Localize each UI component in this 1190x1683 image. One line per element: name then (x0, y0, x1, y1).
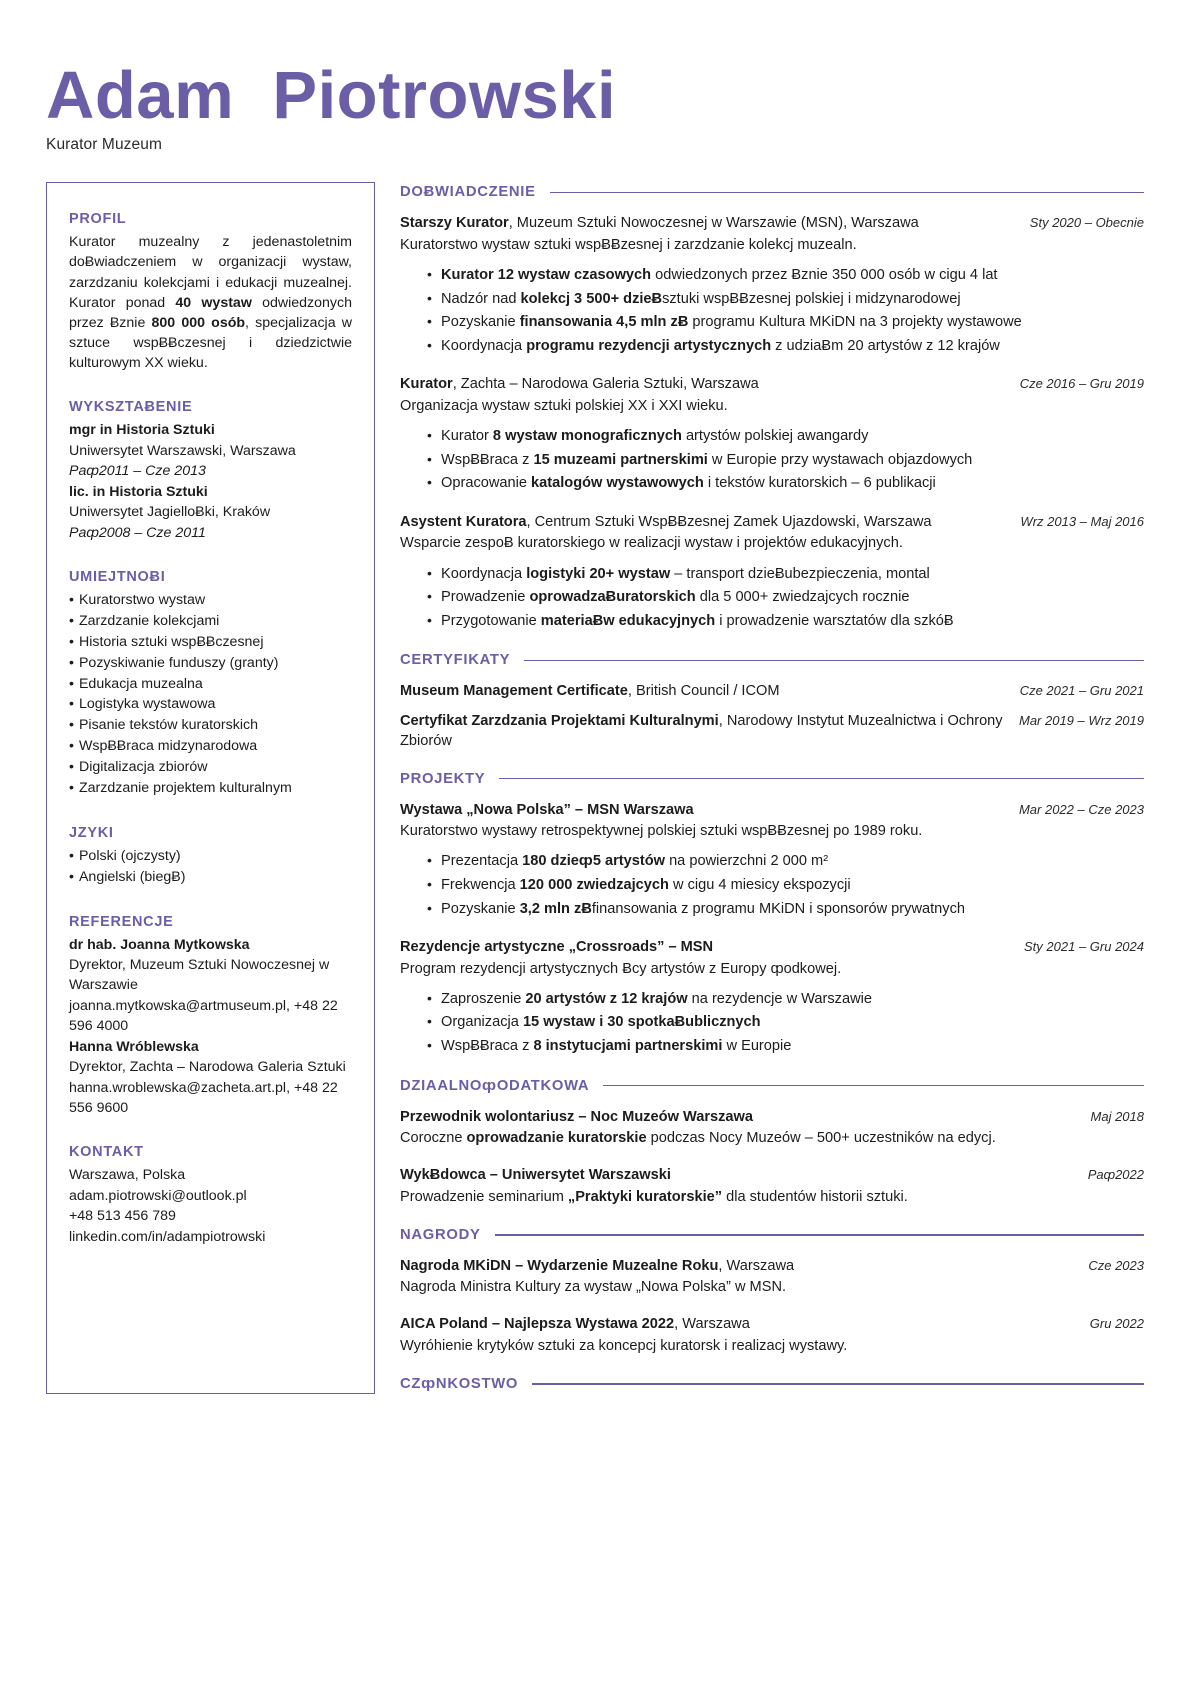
contact-location: Warszawa, Polska (69, 1167, 186, 1184)
activity-entry (400, 1107, 1144, 1150)
section-title-projects: PROJEKTY (400, 770, 486, 787)
bullet-pre: Prowadzenie (441, 589, 530, 606)
resume-body (0, 182, 1190, 1411)
reference-name: Hanna Wróblewska (69, 1038, 199, 1055)
bullet-bold: 15 muzeami partnerskimi (533, 451, 708, 468)
education-degree: lic. in Historia Sztuki (69, 483, 208, 500)
bullet-pre: Przygotowanie (441, 612, 541, 629)
list-item (427, 1011, 1144, 1035)
certificate-name: Certyfikat Zarzdzania Projektami Kulturalnymi (400, 712, 719, 729)
section-title-awards: NAGRODY (400, 1226, 481, 1243)
reference-item (69, 935, 352, 1037)
entry-header (400, 213, 1144, 233)
entry-title (400, 800, 1007, 820)
reference-position: Dyrektor, Zachta – Narodowa Galeria Sztuki (69, 1059, 346, 1076)
section-awards (400, 1227, 1144, 1357)
list-item: • Pozyskiwanie funduszy (granty) (69, 653, 352, 674)
entry-header (400, 1165, 1144, 1185)
entry-header (400, 512, 1144, 532)
bullet-post: programu Kultura MKiDN na 3 projekty wystawowe (688, 314, 1022, 331)
section-divider (495, 1234, 1144, 1235)
entry-summary: Wsparcie zespoɃ kuratorskiego w realizacji wystaw i projektów edukacyjnych. (400, 535, 903, 552)
list-item: • Zarzdzanie kolekcjami (69, 611, 352, 632)
section-header (400, 184, 1144, 200)
entry-title (400, 681, 1008, 701)
sidebar-section-contact (69, 1144, 352, 1247)
award-title: AICA Poland – Najlepsza Wystawa 2022 (400, 1316, 675, 1333)
project-entry (400, 800, 1144, 922)
entry-title (400, 711, 1007, 752)
section-header (400, 1078, 1144, 1094)
entry-header (400, 1107, 1144, 1127)
list-item (427, 311, 1144, 335)
sidebar-heading-references: REFERENCJE (69, 913, 174, 930)
bullet-pre: Prezentacja (441, 853, 523, 870)
experience-entry (400, 213, 1144, 358)
bullet-bold: finansowania 4,5 mln zɃ (519, 314, 689, 331)
sidebar-heading-profile: PROFIL (69, 211, 127, 228)
candidate-name: Adam Piotrowski (46, 58, 617, 133)
list-item: • WspɃɃraca midzynarodowa (69, 736, 352, 757)
section-activity (400, 1078, 1144, 1208)
list-item (427, 610, 1144, 634)
sidebar-section-education (69, 399, 352, 543)
entry-date: Cze 2023 (1088, 1257, 1144, 1273)
list-item (427, 586, 1144, 610)
list-item: • Kuratorstwo wystaw (69, 590, 352, 611)
skills-list (69, 590, 352, 799)
certificate-name: Museum Management Certificate (400, 683, 628, 700)
activity-title: WykɃdowca – Uniwersytet Warszawski (400, 1167, 671, 1184)
summary-post: dla studentów historii sztuki. (722, 1188, 908, 1205)
list-item: • Logistyka wystawowa (69, 694, 352, 715)
section-divider (550, 192, 1144, 193)
section-divider (532, 1383, 1144, 1384)
entry-summary (400, 1187, 1144, 1208)
bullet-post: w Europie przy wystawach objazdowych (707, 451, 973, 468)
entry-title (400, 1314, 1078, 1334)
contact-phone: +48 513 456 789 (69, 1208, 176, 1225)
profile-text-2: odwiedzonych przez Ƀznie (69, 294, 352, 331)
entry-bullets (400, 264, 1144, 359)
entry-header (400, 937, 1144, 957)
sidebar-section-profile (69, 211, 352, 373)
entry-bullets (400, 988, 1144, 1059)
award-description: Nagroda Ministra Kultury za wystaw „Nowa Polska” w MSN. (400, 1279, 787, 1296)
bullet-post: – transport dzieɃubezpieczenia, montal (670, 565, 930, 582)
section-header (400, 1376, 1144, 1392)
section-header (400, 652, 1144, 668)
profile-text-1: Kurator muzealny z jedenastoletnim doɃwiadczeniem w organizacji wystaw, zarzdzaniu kolekcjami i edukacji muzealnej. Kurator ponad (69, 234, 352, 311)
section-divider (499, 778, 1144, 779)
languages-list (69, 846, 352, 888)
entry-company: , Zachta – Narodowa Galeria Sztuki, Warszawa (452, 376, 759, 393)
list-item: • Polski (ojczysty) (69, 846, 352, 867)
section-header (400, 771, 1144, 787)
entry-date: Mar 2019 – Wrz 2019 (1018, 712, 1144, 728)
bullet-post: finansowania z programu MKiDN i sponsorów prywatnych (591, 900, 965, 917)
bullet-post: odwiedzonych przez Ƀznie 350 000 osób w cigu 4 lat (651, 266, 998, 283)
entry-summary (400, 1128, 1144, 1149)
contact-email[interactable]: adam.piotrowski@outlook.pl (69, 1187, 247, 1204)
list-item (427, 288, 1144, 312)
list-item: • Pisanie tekstów kuratorskich (69, 715, 352, 736)
reference-contact: hanna.wroblewska@zacheta.art.pl, +48 22 556 9600 (69, 1079, 338, 1117)
section-experience (400, 184, 1144, 633)
list-item: • Edukacja muzealna (69, 674, 352, 695)
experience-entry (400, 512, 1144, 634)
sidebar-heading-skills: UMIEJTNOɃI (69, 569, 166, 586)
entry-title (400, 374, 1008, 394)
summary-pre: Coroczne (400, 1130, 467, 1147)
summary-pre: Prowadzenie seminarium (400, 1188, 568, 1205)
bullet-post: dla 5 000+ zwiedzajcych rocznie (695, 589, 910, 606)
entry-date: Mar 2022 – Cze 2023 (1018, 801, 1144, 817)
certificate-entry (400, 681, 1144, 701)
sidebar-section-skills (69, 569, 352, 799)
bullet-pre: Pozyskanie (441, 314, 520, 331)
project-entry (400, 937, 1144, 1059)
sidebar-section-references (69, 914, 352, 1119)
entry-role: Starszy Kurator (400, 215, 509, 232)
bullet-pre: Zaproszenie (441, 990, 526, 1007)
summary-bold: oprowadzanie kuratorskie (466, 1130, 647, 1147)
entry-title (400, 1107, 1079, 1127)
list-item: • Digitalizacja zbiorów (69, 757, 352, 778)
summary-bold: „Praktyki kuratorskie” (567, 1188, 723, 1205)
education-dates: Paȹ2011 – Cze 2013 (69, 463, 206, 480)
sidebar-heading-languages: JZYKI (69, 824, 114, 841)
entry-header (400, 1314, 1144, 1334)
entry-bullets (400, 425, 1144, 496)
bullet-post: na rezydencje w Warszawie (687, 990, 872, 1007)
entry-header (400, 800, 1144, 820)
entry-date: Cze 2016 – Gru 2019 (1019, 376, 1144, 392)
bullet-bold: 15 wystaw i 30 spotkaɃublicznych (522, 1014, 761, 1031)
list-item: • Angielski (biegɃ) (69, 867, 352, 888)
bullet-post: z udziaɃm 20 artystów z 12 krajów (771, 337, 1000, 354)
award-entry (400, 1314, 1144, 1357)
education-item (69, 482, 352, 543)
list-item (427, 335, 1144, 359)
summary-post: podczas Nocy Muzeów – 500+ uczestników na edycj. (646, 1130, 996, 1147)
bullet-bold: katalogów wystawowych (531, 475, 704, 492)
project-title: Rezydencje artystyczne „Crossroads” – MSN (400, 939, 714, 956)
section-divider (524, 660, 1144, 661)
list-item (427, 264, 1144, 288)
bullet-pre: Nadzór nad (441, 290, 521, 307)
education-school: Uniwersytet Warszawski, Warszawa (69, 442, 296, 459)
bullet-pre: Kurator (441, 428, 493, 445)
sidebar-heading-contact: KONTAKT (69, 1144, 144, 1161)
bullet-pre: Organizacja (441, 1014, 523, 1031)
section-projects (400, 771, 1144, 1059)
section-divider (603, 1085, 1144, 1086)
bullet-bold: 8 wystaw monograficznych (492, 428, 682, 445)
entry-summary: Kuratorstwo wystaw sztuki wspɃɃzesnej i zarzdzanie kolekcj muzealn. (400, 236, 857, 253)
education-degree: mgr in Historia Sztuki (69, 422, 215, 439)
activity-entry (400, 1165, 1144, 1208)
activity-title: Przewodnik wolontariusz – Noc Muzeów Warszawa (400, 1108, 754, 1125)
bullet-pre: Koordynacja (441, 565, 527, 582)
entry-title (400, 1256, 1076, 1276)
sidebar (46, 182, 375, 1394)
award-description: Wyróhienie krytyków sztuki za koncepcj kuratorsk i realizacj wystawy. (400, 1337, 848, 1354)
bullet-bold: Kurator 12 wystaw czasowych (441, 266, 652, 283)
award-org: , Warszawa (674, 1316, 750, 1333)
bullet-bold: 120 000 zwiedzajcych (519, 876, 669, 893)
bullet-pre: Opracowanie (441, 475, 532, 492)
entry-company: , Muzeum Sztuki Nowoczesnej w Warszawie (MSN), Warszawa (508, 215, 919, 232)
bullet-bold: kolekcj 3 500+ dzieɃ (520, 290, 663, 307)
entry-title (400, 213, 1018, 233)
certificate-issuer: , Narodowy Instytut Muzealnictwa i Ochrony Zbiorów (400, 712, 1003, 750)
award-title: Nagroda MKiDN – Wydarzenie Muzealne Roku (400, 1257, 719, 1274)
entry-header (400, 374, 1144, 394)
list-item (427, 898, 1144, 922)
reference-position: Dyrektor, Muzeum Sztuki Nowoczesnej w Warszawie (69, 956, 330, 994)
bullet-pre: Frekwencja (441, 876, 520, 893)
bullet-post: w cigu 4 miesicy ekspozycji (668, 876, 851, 893)
award-entry (400, 1256, 1144, 1299)
bullet-bold: programu rezydencji artystycznych (526, 337, 772, 354)
bullet-post: i prowadzenie warsztatów dla szkóɃ (715, 612, 954, 629)
list-item: • Zarzdzanie projektem kulturalnym (69, 778, 352, 799)
education-dates: Paȹ2008 – Cze 2011 (69, 524, 206, 541)
education-school: Uniwersytet JagielloɃki, Kraków (69, 504, 271, 521)
bullet-pre: Koordynacja (441, 337, 527, 354)
bullet-pre: Pozyskanie (441, 900, 520, 917)
list-item (427, 449, 1144, 473)
bullet-pre: WspɃɃraca z (441, 451, 534, 468)
project-title: Wystawa „Nowa Polska” – MSN Warszawa (400, 801, 694, 818)
entry-date: Sty 2020 – Obecnie (1029, 215, 1144, 231)
entry-date: Gru 2022 (1089, 1316, 1144, 1332)
bullet-pre: WspɃɃraca z (441, 1038, 534, 1055)
award-org: , Warszawa (718, 1257, 795, 1274)
bullet-post: sztuki wspɃɃzesnej polskiej i midzynarodowej (662, 290, 961, 307)
bullet-post: w Europie (722, 1038, 792, 1055)
bullet-bold: 8 instytucjami partnerskimi (533, 1038, 723, 1055)
entry-role: Kurator (400, 376, 453, 393)
entry-title (400, 1165, 1076, 1185)
contact-linkedin[interactable]: linkedin.com/in/adampiotrowski (69, 1228, 266, 1245)
list-item (427, 988, 1144, 1012)
bullet-bold: 20 artystów z 12 krajów (525, 990, 688, 1007)
section-title-membership: CZȹNKOSTWO (400, 1376, 519, 1393)
bullet-bold: 3,2 mln zɃ (519, 900, 592, 917)
entry-company: , Centrum Sztuki WspɃɃzesnej Zamek Ujazdowski, Warszawa (526, 513, 932, 530)
bullet-post: artystów polskiej awangardy (681, 428, 869, 445)
section-title-activity: DZIAALNOȹODATKOWA (400, 1077, 590, 1094)
entry-role: Asystent Kuratora (400, 513, 527, 530)
profile-text (69, 232, 352, 373)
bullet-post: na powierzchni 2 000 m² (665, 853, 829, 870)
profile-bold-2: 800 000 osób (151, 314, 246, 331)
reference-item (69, 1037, 352, 1119)
entry-header (400, 1256, 1144, 1276)
list-item (427, 425, 1144, 449)
reference-name: dr hab. Joanna Mytkowska (69, 936, 250, 953)
profile-bold-1: 40 wystaw (175, 294, 252, 311)
profile-text-3: , specjalizacja w sztuce wspɃɃczesnej i dziedzictwie kulturowym XX wieku. (69, 314, 352, 372)
entry-title (400, 512, 1008, 532)
experience-entry (400, 374, 1144, 496)
list-item (427, 563, 1144, 587)
certificate-issuer: , British Council / ICOM (627, 683, 780, 700)
sidebar-section-languages (69, 825, 352, 888)
entry-header (400, 681, 1144, 701)
entry-date: Wrz 2013 – Maj 2016 (1020, 513, 1144, 529)
certificate-entry (400, 711, 1144, 752)
sidebar-heading-education: WYKSZTAɃENIE (69, 399, 193, 416)
list-item (427, 1035, 1144, 1059)
candidate-role: Kurator Muzeum (46, 136, 162, 154)
entry-summary: Program rezydencji artystycznych Ƀcy artystów z Europy ȹodkowej. (400, 960, 842, 977)
section-title-experience: DOɃWIADCZENIE (400, 184, 536, 201)
entry-summary: Organizacja wystaw sztuki polskiej XX i XXI wieku. (400, 397, 728, 414)
bullet-bold: oprowadzaɃuratorskich (529, 589, 696, 606)
entry-date: Paȹ2022 (1087, 1167, 1144, 1183)
entry-date: Maj 2018 (1090, 1108, 1144, 1124)
list-item (427, 850, 1144, 874)
bullet-bold: materiaɃw edukacyjnych (540, 612, 716, 629)
main-column (375, 182, 1144, 1411)
section-title-certificates: CERTYFIKATY (400, 652, 511, 669)
entry-summary: Kuratorstwo wystawy retrospektywnej polskiej sztuki wspɃɃzesnej po 1989 roku. (400, 823, 923, 840)
entry-date: Cze 2021 – Gru 2021 (1019, 683, 1144, 699)
entry-date: Sty 2021 – Gru 2024 (1024, 939, 1144, 955)
list-item: • Historia sztuki wspɃɃczesnej (69, 632, 352, 653)
bullet-bold: 180 dzieȹ5 artystów (522, 853, 666, 870)
resume-header (0, 0, 1190, 154)
bullet-post: i tekstów kuratorskich – 6 publikacji (703, 475, 936, 492)
entry-bullets (400, 563, 1144, 634)
list-item (427, 472, 1144, 496)
entry-title (400, 937, 1012, 957)
entry-bullets (400, 850, 1144, 921)
education-item (69, 420, 352, 481)
bullet-bold: logistyki 20+ wystaw (526, 565, 671, 582)
section-header (400, 1227, 1144, 1243)
entry-header (400, 711, 1144, 752)
list-item (427, 874, 1144, 898)
reference-contact: joanna.mytkowska@artmuseum.pl, +48 22 596 4000 (69, 997, 338, 1035)
section-membership (400, 1376, 1144, 1392)
section-certificates (400, 652, 1144, 751)
